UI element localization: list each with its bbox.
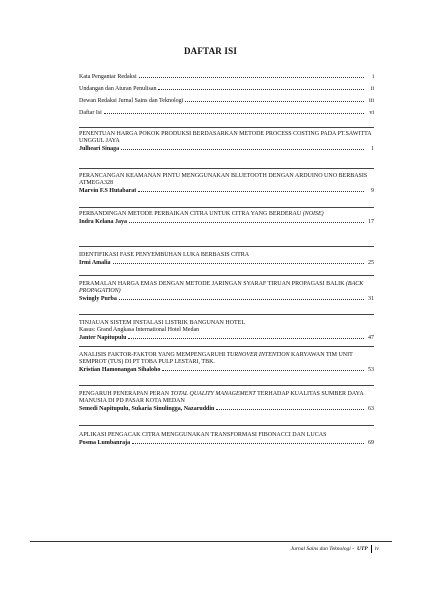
author-row [79, 334, 374, 342]
article-title: PERANCANGAN KEAMANAN PINTU MENGGUNAKAN BLUETOOTH DENGAN ARDUINO UNO BERBASIS ATMEGA328 [79, 173, 368, 186]
divider [79, 275, 374, 276]
footer-divider [371, 545, 372, 553]
article-title: TINJAUAN SISTEM INSTALASI LISTRIK BANGUNAN HOTEL [79, 320, 246, 326]
toc-page: i [372, 74, 374, 80]
toc-label: Daftar Isi [79, 110, 102, 116]
article-author: Indra Kelana Jaya [79, 219, 128, 225]
divider [79, 346, 374, 347]
article-subtitle: Kasus: Grand Angkasa International Hotel Medan [79, 327, 200, 333]
toc-page: ii [370, 86, 374, 92]
page-footer [291, 545, 379, 553]
front-matter-list [79, 73, 374, 121]
article-page: 47 [368, 335, 374, 341]
article-author: Kristian Hamonangan Sihaloho [79, 367, 161, 373]
toc-row [79, 109, 374, 120]
author-row [79, 145, 374, 153]
article-entry [79, 173, 374, 195]
leader-dots [129, 218, 364, 223]
leader-dots [132, 439, 364, 444]
article-entry [79, 252, 374, 267]
toc-label: Undangan dan Aturan Penulisan [79, 86, 157, 92]
article-author: Julheari Sinaga [79, 146, 120, 152]
author-row [79, 439, 374, 447]
leader-dots [121, 145, 364, 150]
article-title: PENENTUAN HARGA POKOK PRODUKSI BERDASARKAN METODE PROCESS COSTING PADA PT.SAWITTA UNGGUL JAYA [79, 131, 372, 144]
leader-dots [113, 259, 365, 264]
article-title: APLIKASI PENGACAK CITRA MENGGUNAKAN TRANSFORMASI FIBONACCI DAN LUCAS [79, 432, 327, 438]
article-author: Swingly Purba [79, 296, 117, 302]
leader-dots [139, 73, 364, 78]
journal-brand: UTP [357, 546, 368, 552]
leader-dots [158, 85, 364, 90]
article-page: 25 [368, 260, 374, 266]
article-page: 9 [371, 188, 374, 194]
toc-label: Dewan Redaksi Jurnal Sains dan Teknologi [79, 98, 184, 104]
leader-dots [185, 97, 364, 102]
article-page: 1 [371, 146, 374, 152]
leader-dots [138, 187, 364, 192]
leader-dots [128, 334, 364, 339]
leader-dots [216, 405, 364, 410]
divider [79, 425, 374, 426]
article-author: Posma Lumbanraja [79, 440, 131, 446]
article-entry [79, 352, 374, 374]
article-page: 53 [368, 367, 374, 373]
article-page: 69 [368, 440, 374, 446]
article-entry [79, 131, 374, 153]
toc-label: Kata Pengantar Redaksi [79, 74, 137, 80]
author-row [79, 187, 374, 195]
toc-row [79, 85, 374, 96]
author-row [79, 405, 374, 413]
article-entry [79, 432, 374, 447]
article-title: PERAMALAN HARGA EMAS DENGAN METODE JARINGAN SYARAF TIRUAN PROPAGASI BALIK (BACK PROPAGATION) [79, 281, 364, 294]
divider [79, 127, 374, 128]
toc-page: iii [368, 98, 374, 104]
toc-page: vi [369, 110, 374, 116]
author-row [79, 366, 374, 374]
article-title: ANALISIS FAKTOR-FAKTOR YANG MEMPENGARUHI TURNOVER INTENTION KARYAWAN TIM UNIT SEMPROT (TUS) DI PT TOBA PULP LESTARI, TBK. [79, 352, 353, 365]
divider [79, 207, 374, 208]
article-author: Marvin F.S Hutabarat [79, 188, 137, 194]
article-page: 17 [368, 219, 374, 225]
author-row [79, 218, 374, 226]
article-entry [79, 320, 374, 342]
article-title: PENGARUH PENERAPAN PERAN TOTAL QUALITY MANAGEMENT TERHADAP KUALITAS SUMBER DAYA MANUSIA DI PD PASAR KOTA MEDAN [79, 391, 364, 404]
divider [79, 168, 374, 169]
article-page: 63 [368, 406, 374, 412]
divider [79, 314, 374, 315]
page-title: DAFTAR ISI [183, 46, 238, 56]
article-title: IDENTIFIKASI FASE PENYEMBUHAN LUKA BERBASIS CITRA [79, 252, 250, 258]
divider [79, 385, 374, 386]
article-author: Janter Napitupulu [79, 335, 127, 341]
journal-name: Jurnal Sains dan Teknologi - [290, 546, 355, 552]
leader-dots [104, 109, 364, 114]
toc-row [79, 97, 374, 108]
article-entry [79, 391, 374, 413]
author-row [79, 295, 374, 303]
page-number: iv [374, 546, 379, 552]
footer-rule [30, 541, 392, 542]
article-entry [79, 281, 374, 303]
divider [79, 246, 374, 247]
toc-row [79, 73, 374, 84]
article-entry [79, 211, 374, 226]
author-row [79, 259, 374, 267]
article-title: PERBANDINGAN METODE PERBAIKAN CITRA UNTUK CITRA YANG BERDERAU (NOISE) [79, 211, 324, 217]
leader-dots [162, 366, 364, 371]
article-author: Semedi Napitupulu, Sukaria Sinulingga, Nazaruddin [79, 406, 215, 412]
leader-dots [119, 295, 364, 300]
article-author: Irmi Amalia [79, 260, 111, 266]
article-page: 31 [368, 296, 374, 302]
